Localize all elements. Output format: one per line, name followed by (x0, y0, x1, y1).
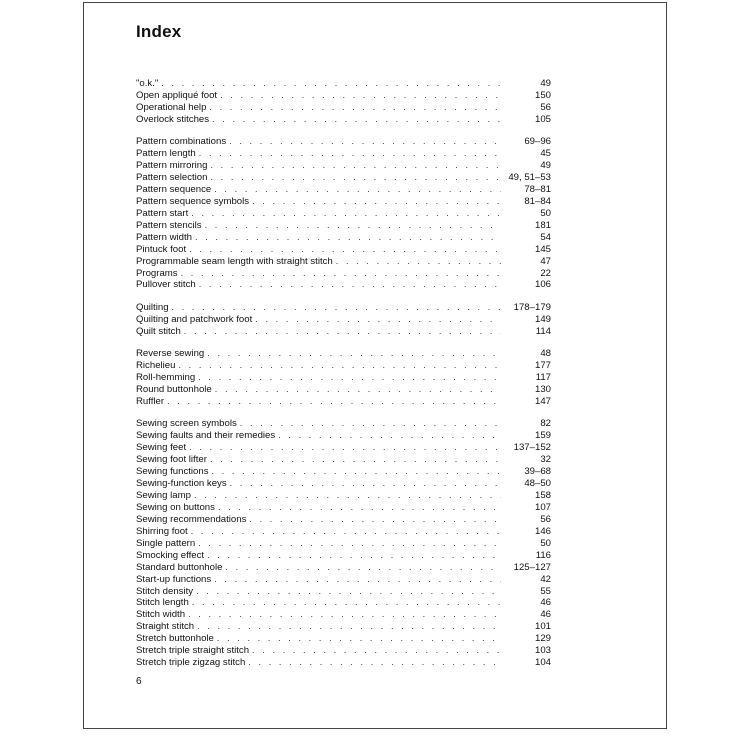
dot-leader (196, 279, 501, 291)
index-entry (136, 148, 551, 160)
index-pages: 159 (534, 430, 551, 442)
dot-leader (169, 302, 501, 314)
index-entry (136, 256, 551, 268)
index-term: Ruffler (136, 395, 165, 407)
index-pages: 114 (535, 325, 551, 337)
dot-leader (226, 136, 501, 148)
index-term: Programmable seam length with straight stitch (136, 255, 333, 267)
dot-leader (227, 478, 501, 490)
index-pages: 101 (534, 621, 551, 633)
dot-leader (215, 502, 501, 514)
index-pages: 56 (540, 101, 551, 113)
index-pages: 181 (534, 219, 551, 231)
dot-leader (186, 244, 501, 256)
index-entry (136, 621, 551, 633)
index-term: Open appliqué foot (136, 89, 218, 101)
index-pages: 32 (540, 454, 551, 466)
dot-leader (204, 348, 501, 360)
index-term: Stretch triple zigzag stitch (136, 657, 246, 669)
index-term: Pattern start (136, 207, 189, 219)
index-entry (136, 136, 551, 148)
index-pages: 46 (540, 609, 551, 621)
dot-leader (217, 90, 501, 102)
index-group (136, 136, 551, 291)
dot-leader (211, 574, 501, 586)
index-pages: 49 (540, 160, 551, 172)
dot-leader (249, 645, 501, 657)
index-entry (136, 633, 551, 645)
index-entry (136, 220, 551, 232)
index-entry (136, 454, 551, 466)
index-entry (136, 244, 551, 256)
index-term: Straight stitch (136, 621, 195, 633)
index-entry (136, 208, 551, 220)
dot-leader (249, 196, 501, 208)
dot-leader (191, 490, 501, 502)
index-entry (136, 586, 551, 598)
index-entry (136, 184, 551, 196)
index-term: Quilting and patchwork foot (136, 313, 253, 325)
index-entry (136, 172, 551, 184)
index-term: Single pattern (136, 537, 196, 549)
dot-leader (188, 208, 501, 220)
index-term: Pattern combinations (136, 136, 227, 148)
index-entry (136, 514, 551, 526)
index-term: Quilting (136, 301, 169, 313)
index-term: Programs (136, 267, 178, 279)
index-list (136, 78, 551, 669)
index-pages: 117 (535, 372, 551, 384)
index-term: Pullover stitch (136, 279, 196, 291)
index-pages: 50 (540, 207, 551, 219)
dot-leader (158, 78, 501, 90)
index-entry (136, 384, 551, 396)
index-pages: 69–96 (524, 136, 551, 148)
index-pages: 104 (534, 657, 551, 669)
index-pages: 39–68 (524, 466, 551, 478)
index-term: Stitch density (136, 585, 194, 597)
index-entry (136, 196, 551, 208)
dot-leader (194, 621, 501, 633)
index-term: Start-up functions (136, 573, 212, 585)
index-pages: 49, 51–53 (508, 172, 551, 184)
index-entry (136, 550, 551, 562)
index-term: "o.k." (136, 77, 159, 89)
index-entry (136, 372, 551, 384)
index-pages: 147 (534, 395, 551, 407)
index-pages: 48–50 (524, 478, 551, 490)
dot-leader (196, 148, 501, 160)
index-group (136, 302, 551, 338)
index-group (136, 78, 551, 126)
index-term: Stretch triple straight stitch (136, 645, 250, 657)
index-pages: 129 (534, 633, 551, 645)
index-term: Pattern stencils (136, 219, 202, 231)
dot-leader (237, 418, 501, 430)
index-term: Sewing on buttons (136, 501, 215, 513)
dot-leader (209, 466, 501, 478)
index-pages: 54 (540, 231, 551, 243)
index-pages: 149 (534, 313, 551, 325)
index-entry (136, 490, 551, 502)
index-entry (136, 418, 551, 430)
index-entry (136, 609, 551, 621)
index-pages: 103 (534, 645, 551, 657)
index-term: Pattern mirroring (136, 160, 208, 172)
dot-leader (252, 314, 501, 326)
dot-leader (275, 430, 501, 442)
index-entry (136, 314, 551, 326)
dot-leader (195, 538, 501, 550)
index-entry (136, 478, 551, 490)
index-pages: 22 (540, 267, 551, 279)
index-pages: 55 (540, 585, 551, 597)
dot-leader (178, 268, 501, 280)
dot-leader (204, 550, 501, 562)
index-term: Sewing faults and their remedies (136, 430, 276, 442)
dot-leader (333, 256, 501, 268)
dot-leader (175, 360, 501, 372)
dot-leader (246, 514, 501, 526)
index-pages: 137–152 (513, 442, 551, 454)
index-pages: 178–179 (513, 301, 551, 313)
index-term: Quilt stitch (136, 325, 181, 337)
index-term: Pattern length (136, 148, 196, 160)
index-term: Pattern selection (136, 172, 208, 184)
index-entry (136, 562, 551, 574)
index-pages: 42 (540, 573, 551, 585)
index-term: Sewing feet (136, 442, 187, 454)
index-term: Pattern sequence symbols (136, 195, 250, 207)
index-entry (136, 102, 551, 114)
index-group (136, 418, 551, 669)
index-entry (136, 302, 551, 314)
index-entry (136, 326, 551, 338)
index-pages: 106 (534, 279, 551, 291)
index-entry (136, 232, 551, 244)
index-term: Sewing recommendations (136, 513, 247, 525)
index-term: Sewing functions (136, 466, 209, 478)
index-pages: 130 (534, 384, 551, 396)
dot-leader (195, 372, 501, 384)
index-entry (136, 466, 551, 478)
dot-leader (209, 114, 501, 126)
index-pages: 177 (534, 360, 551, 372)
index-pages: 158 (534, 490, 551, 502)
page-title: Index (136, 22, 182, 41)
index-entry (136, 526, 551, 538)
dot-leader (207, 160, 501, 172)
index-term: Pintuck foot (136, 243, 187, 255)
index-term: Round buttonhole (136, 384, 212, 396)
index-entry (136, 430, 551, 442)
index-entry (136, 442, 551, 454)
index-entry (136, 280, 551, 292)
dot-leader (207, 172, 501, 184)
dot-leader (186, 442, 501, 454)
dot-leader (212, 384, 501, 396)
dot-leader (207, 454, 501, 466)
index-pages: 116 (535, 549, 551, 561)
index-entry (136, 538, 551, 550)
dot-leader (245, 657, 501, 669)
index-term: Sewing lamp (136, 490, 191, 502)
index-entry (136, 502, 551, 514)
index-entry (136, 598, 551, 610)
index-pages: 125–127 (513, 561, 551, 573)
index-pages: 150 (534, 89, 551, 101)
dot-leader (193, 586, 501, 598)
index-pages: 105 (534, 113, 551, 125)
index-entry (136, 645, 551, 657)
dot-leader (214, 633, 501, 645)
index-pages: 49 (540, 77, 551, 89)
index-entry (136, 657, 551, 669)
page-number: 6 (136, 676, 142, 687)
index-term: Stretch buttonhole (136, 633, 214, 645)
dot-leader (189, 597, 501, 609)
index-entry (136, 114, 551, 126)
index-pages: 81–84 (524, 195, 551, 207)
index-pages: 45 (540, 148, 551, 160)
index-term: Standard buttonhole (136, 561, 223, 573)
index-pages: 50 (540, 537, 551, 549)
index-entry (136, 160, 551, 172)
index-term: Smocking effect (136, 549, 205, 561)
index-term: Reverse sewing (136, 348, 205, 360)
dot-leader (185, 609, 501, 621)
index-entry (136, 268, 551, 280)
dot-leader (192, 232, 501, 244)
index-term: Pattern sequence (136, 183, 212, 195)
index-term: Sewing foot lifter (136, 454, 207, 466)
dot-leader (181, 326, 501, 338)
dot-leader (211, 184, 501, 196)
index-pages: 56 (540, 513, 551, 525)
index-entry (136, 348, 551, 360)
index-pages: 47 (540, 255, 551, 267)
dot-leader (222, 562, 501, 574)
index-term: Pattern width (136, 231, 192, 243)
index-term: Operational help (136, 101, 207, 113)
index-entry (136, 90, 551, 102)
index-entry (136, 396, 551, 408)
dot-leader (188, 526, 501, 538)
index-term: Roll-hemming (136, 372, 196, 384)
index-pages: 46 (540, 597, 551, 609)
index-pages: 107 (534, 501, 551, 513)
index-term: Stitch length (136, 597, 189, 609)
index-term: Sewing screen symbols (136, 418, 237, 430)
index-entry (136, 78, 551, 90)
index-entry (136, 360, 551, 372)
dot-leader (206, 102, 501, 114)
dot-leader (202, 220, 501, 232)
dot-leader (164, 396, 501, 408)
index-term: Overlock stitches (136, 113, 210, 125)
index-group (136, 348, 551, 408)
index-pages: 146 (534, 525, 551, 537)
index-pages: 82 (540, 418, 551, 430)
index-pages: 48 (540, 348, 551, 360)
index-pages: 78–81 (524, 183, 551, 195)
index-term: Stitch width (136, 609, 186, 621)
index-entry (136, 574, 551, 586)
index-term: Shirring foot (136, 525, 188, 537)
index-term: Sewing-function keys (136, 478, 227, 490)
index-pages: 145 (534, 243, 551, 255)
index-term: Richelieu (136, 360, 176, 372)
